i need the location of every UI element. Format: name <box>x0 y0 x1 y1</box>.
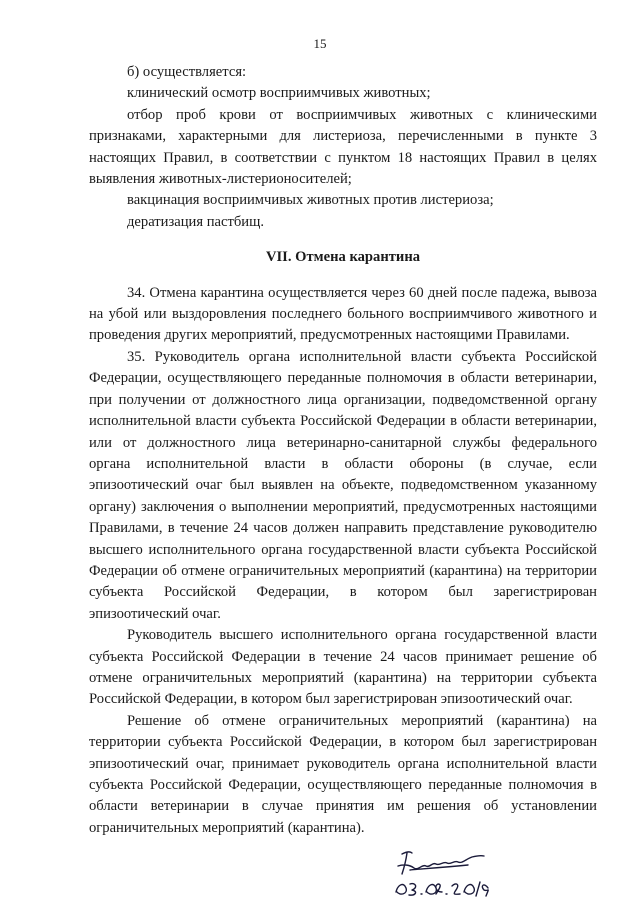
section-heading: VII. Отмена карантина <box>265 249 421 266</box>
paragraph: Руководитель высшего исполнительного органа государственной власти субъекта Российской Федерации в течение 24 часов принимает решение об отмене ограничительных мероприятий (карантина) на территории субъекта Российской Федерации, в котором был зарегистрирован эпизоотический очаг. <box>89 627 597 708</box>
paragraph: вакцинация восприимчивых животных против листериоза; <box>127 192 494 209</box>
paragraph: б) осуществляется: <box>127 64 247 80</box>
paragraph: 34. Отмена карантина осуществляется через 60 дней после падежа, вывоза на убой или выздоровления последнего больного восприимчивого животного и проведения других мероприятий, предусмотренных настоящими Правилами. <box>89 284 597 344</box>
page-number: 15 <box>313 36 327 51</box>
paragraph: Решение об отмене ограничительных мероприятий (карантина) на территории субъекта Российской Федерации, в котором был зарегистрирован эпизоотический очаг, принимает руководитель органа исполнительной власти субъекта Российской Федерации, осуществляющего переданные полномочия в области ветеринарии в случае принятия им решения об установлении ограничительных мероприятий (карантина). <box>89 712 597 836</box>
handwritten-signature <box>388 848 498 898</box>
paragraph: отбор проб крови от восприимчивых животных с клиническими признаками, характерными для листериоза, перечисленными в пункте 3 настоящих Правил, в соответствии с пунктом 18 настоящих Правил в целях выявления животных-листерионосителей; <box>89 106 597 188</box>
document-body <box>89 62 597 839</box>
paragraph: дератизация пастбищ. <box>127 213 264 230</box>
paragraph: 35. Руководитель органа исполнительной власти субъекта Российской Федерации, осуществляющего переданные полномочия в области ветеринарии, при получении от должностного лица организации, подведомственной органу исполнительной власти субъекта Российской Федерации в области ветеринарии, или от должностного лица ветеринарно-санитарной службы федерального органа исполнительной власти в области обороны (в случае, если эпизоотический очаг был выявлен на объекте, подведомственном указанному органу) заключения о выполнении мероприятий, предусмотренных настоящими Правилами, в течение 24 часов должен направить представление руководителю высшего исполнительного органа государственной власти субъекта Российской Федерации об отмене ограничительных мероприятий (карантина) на территории субъекта Российской Федерации, в котором был зарегистрирован эпизоотический очаг. <box>89 348 597 622</box>
paragraph: клинический осмотр восприимчивых животных; <box>127 85 431 102</box>
